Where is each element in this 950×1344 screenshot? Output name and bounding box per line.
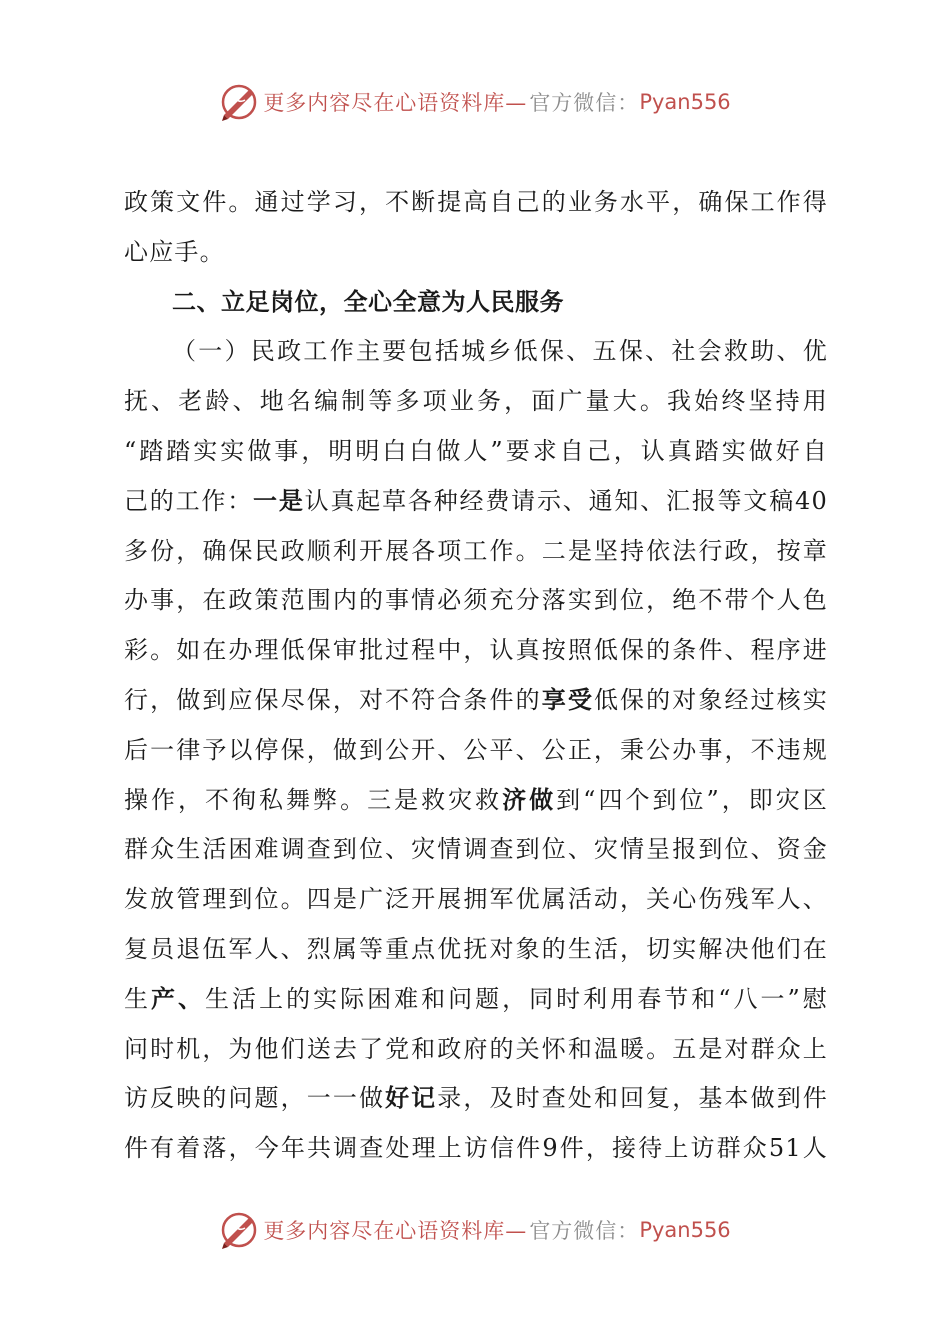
- paragraph-line: 复员退伍军人、烈属等重点优抚对象的生活，切实解决他们在: [124, 934, 828, 963]
- text-run: 生: [124, 984, 152, 1013]
- footer-wechat-label: 官方微信：: [529, 1219, 640, 1243]
- pen-logo-icon: [219, 1210, 259, 1250]
- pen-logo-icon: [219, 82, 259, 122]
- paragraph-line: 发放管理到位。四是广泛开展拥军优属活动，关心伤残军人、: [124, 885, 828, 914]
- bold-text-run: 好记: [385, 1084, 438, 1113]
- paragraph-line: [124, 676, 828, 726]
- text-run: 生活上的实际困难和问题，同时利用春节和“八一”慰: [205, 984, 829, 1013]
- paragraph-line: 件有着落，今年共调查处理上访信件9件，接待上访群众51人: [124, 1134, 828, 1163]
- paragraph-line: 问时机，为他们送去了党和政府的关怀和温暖。五是对群众上: [124, 1034, 828, 1063]
- bold-text-run: 一是: [253, 486, 305, 515]
- bold-text-run: 济做: [502, 785, 557, 814]
- header-banner: [0, 80, 950, 124]
- text-run: 己的工作：: [124, 486, 254, 515]
- text-run: 行，做到应保尽保，对不符合条件的: [124, 685, 542, 714]
- text-run: 访反映的问题，一一做: [124, 1084, 386, 1113]
- paragraph-line: [124, 1074, 828, 1124]
- text-run: 到“四个到位”，即灾区: [556, 785, 828, 814]
- footer-text: 更多内容尽在心语资料库—: [263, 1219, 528, 1243]
- bold-text-run: 享受: [541, 685, 594, 714]
- paragraph-line: 心应手。: [124, 237, 225, 266]
- header-wechat-label: 官方微信：: [529, 91, 640, 115]
- text-run: 低保的对象经过核实: [593, 685, 828, 714]
- header-text: 更多内容尽在心语资料库—: [263, 91, 528, 115]
- paragraph-line: 群众生活困难调查到位、灾情调查到位、灾情呈报到位、资金: [124, 835, 828, 864]
- paragraph-line: [124, 776, 828, 826]
- text-run: 录，及时查处和回复，基本做到件: [437, 1084, 829, 1113]
- text-run: 认真起草各种经费请示、通知、汇报等文稿40: [304, 486, 828, 515]
- paragraph-line: “踏踏实实做事，明明白白做人”要求自己，认真踏实做好自: [124, 436, 828, 465]
- paragraph-line: [124, 975, 828, 1025]
- paragraph-line: 多份，确保民政顺利开展各项工作。二是坚持依法行政，按章: [124, 536, 828, 565]
- paragraph-line: （一）民政工作主要包括城乡低保、五保、社会救助、优: [172, 337, 828, 366]
- document-body: [124, 178, 828, 1174]
- text-run: 操作，不徇私舞弊。三是救灾救: [124, 785, 503, 814]
- paragraph-line: 政策文件。通过学习，不断提高自己的业务水平，确保工作得: [124, 188, 828, 216]
- footer-banner: [0, 1208, 950, 1252]
- bold-text-run: 产、: [151, 984, 206, 1013]
- paragraph-line: 后一律予以停保，做到公开、公平、公正，秉公办事，不违规: [124, 735, 828, 764]
- section-heading: 二、立足岗位，全心全意为人民服务: [172, 287, 564, 316]
- paragraph-line: 彩。如在办理低保审批过程中，认真按照低保的条件、程序进: [124, 636, 828, 665]
- paragraph-line: 抚、老龄、地名编制等多项业务，面广量大。我始终坚持用: [124, 387, 828, 416]
- paragraph-line: 办事，在政策范围内的事情必须充分落实到位，绝不带个人色: [124, 586, 828, 615]
- header-wechat-id: Pyan556: [639, 90, 731, 114]
- paragraph-line: [124, 477, 828, 527]
- footer-wechat-id: Pyan556: [639, 1218, 731, 1242]
